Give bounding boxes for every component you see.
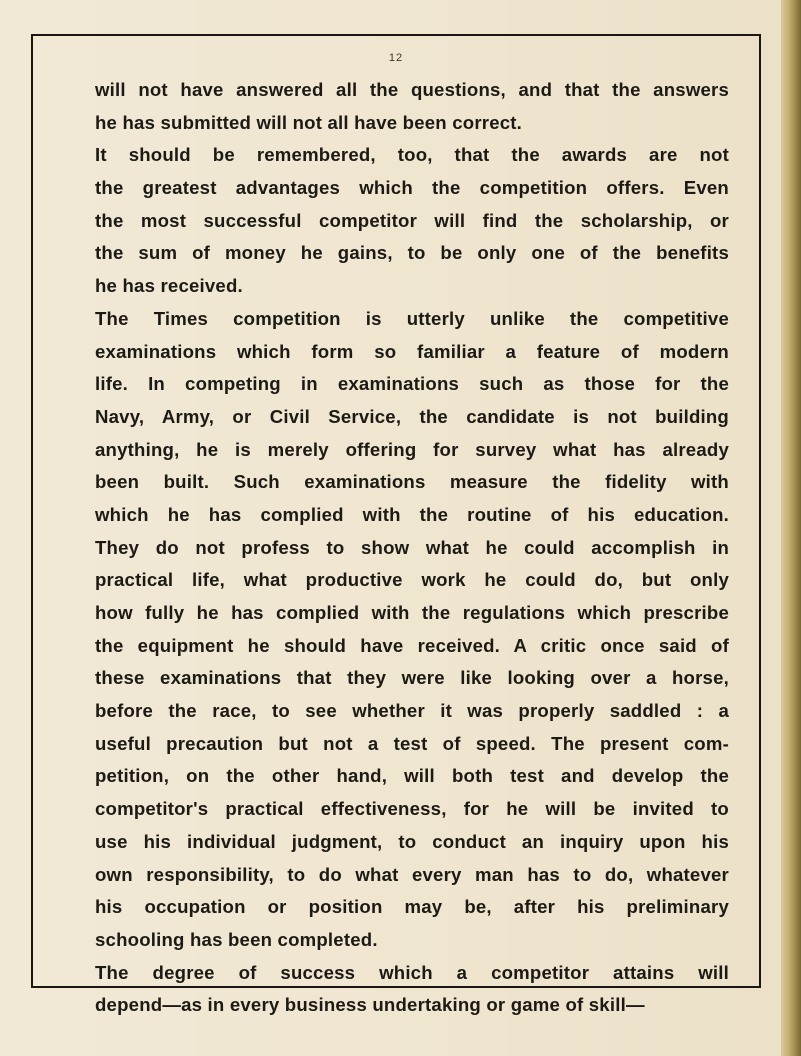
text-line: these examinations that they were like looking over a horse, — [95, 667, 729, 689]
text-line: practical life, what productive work he could do, but only — [95, 569, 729, 591]
text-line: They do not profess to show what he could accomplish in — [95, 536, 729, 558]
text-line: own responsibility, to do what every man has to do, whatever — [95, 863, 729, 885]
text-line: schooling has been completed. — [95, 928, 378, 950]
text-line: before the race, to see whether it was properly saddled : a — [95, 700, 729, 722]
text-line: the most successful competitor will find the scholarship, or — [95, 209, 729, 231]
text-line: the sum of money he gains, to be only one of the benefits — [95, 242, 729, 264]
text-line: The degree of success which a competitor attains will — [95, 961, 729, 983]
text-line: depend—as in every business undertaking or game of skill— — [95, 994, 645, 1016]
text-line: petition, on the other hand, will both test and develop the — [95, 765, 729, 787]
page-number: 12 — [388, 52, 404, 64]
text-line: he has submitted will not all have been correct. — [95, 111, 523, 133]
text-line: use his individual judgment, to conduct an inquiry upon his — [95, 830, 729, 852]
text-line: will not have answered all the questions, and that the answers — [95, 79, 729, 100]
text-line: his occupation or position may be, after his preliminary — [95, 896, 729, 918]
text-line: life. In competing in examinations such as those for the — [95, 373, 729, 395]
text-line: been built. Such examinations measure the fidelity with — [95, 471, 729, 493]
body-text — [95, 74, 729, 1022]
text-line: competitor's practical effectiveness, for he will be invited to — [95, 798, 729, 820]
text-line: examinations which form so familiar a feature of modern — [95, 340, 729, 362]
text-line: anything, he is merely offering for survey what has already — [95, 438, 729, 460]
text-line: how fully he has complied with the regulations which prescribe — [95, 602, 729, 623]
text-line: which he has complied with the routine of his education. — [95, 503, 729, 525]
text-line: It should be remembered, too, that the awards are not — [95, 144, 729, 166]
text-line: the equipment he should have received. A critic once said of — [95, 634, 729, 656]
text-line: the greatest advantages which the competition offers. Even — [95, 177, 729, 199]
text-line: Navy, Army, or Civil Service, the candidate is not building — [95, 405, 729, 427]
text-line: useful precaution but not a test of speed. The present com- — [95, 732, 729, 754]
text-line: he has received. — [95, 275, 243, 297]
text-line: The Times competition is utterly unlike the competitive — [95, 307, 729, 329]
book-edge — [781, 0, 801, 1056]
